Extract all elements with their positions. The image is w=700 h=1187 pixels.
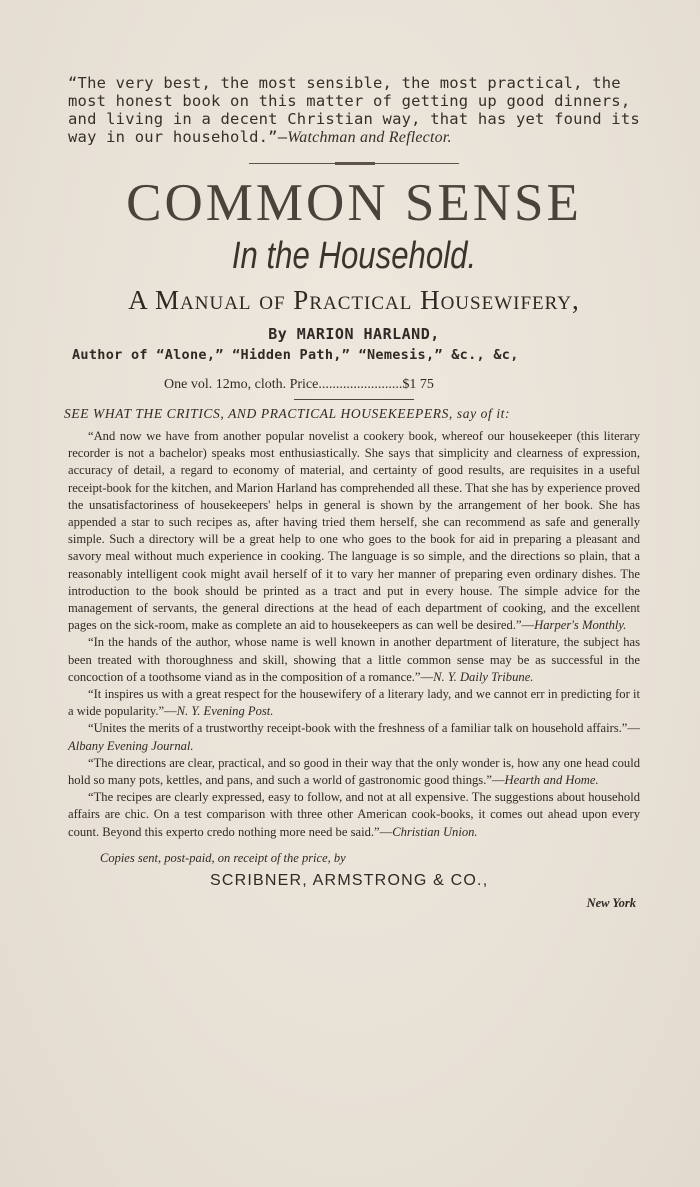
review-text: “The directions are clear, practical, and so good in their way that the only wonder is, how any one head could hold so many pots, kettles, and pans, and such a world of gastronomic good things.”— [68, 755, 640, 788]
reviews [68, 428, 640, 841]
review-item [68, 686, 640, 720]
top-quote-text: “The very best, the most sensible, the most practical, the most honest book on this matter of getting up good dinners, and living in a decent Christian way, that has yet found its way in our household.”— [68, 74, 640, 146]
review-source: N. Y. Evening Post. [176, 704, 274, 719]
review-text: “It inspires us with a great respect for the housewifery of a literary lady, and we cannot err in predicting for it a wide popularity.”— [68, 687, 640, 719]
book-title: COMMON SENSE [126, 174, 582, 232]
byline: By MARION HARLAND, [268, 325, 440, 343]
review-text: “The recipes are clearly expressed, easy to follow, and not at all expensive. The suggestions about household affairs are chic. On a test comparison with three other American cook-books, it comes out ahead upon every count. Beyond this experto credo nothing more need be said.”— [68, 790, 640, 839]
review-text: “Unites the merits of a trustworthy receipt-book with the freshness of a familiar talk on household affairs.”— [88, 721, 640, 736]
top-quote-source: Watchman and Reflector. [287, 129, 452, 146]
book-subtitle: In the Household. [231, 235, 477, 277]
review-text: “In the hands of the author, whose name is well known in another department of literature, the subject has been treated with thoroughness and skill, showing that a little common sense may be as successful in the concoction of a toothsome viand as in the composition of a romance.”— [68, 635, 640, 684]
book-description: A Manual of Practical Housewifery, [128, 285, 580, 315]
review-item [68, 789, 640, 841]
review-item [68, 720, 640, 754]
copies-line: Copies sent, post-paid, on receipt of the price, by [100, 850, 346, 865]
review-source: Albany Evening Journal. [68, 738, 194, 753]
ornamental-rule [249, 161, 459, 167]
review-item [68, 755, 640, 789]
top-quote [68, 0, 640, 147]
review-source: Harper's Monthly. [534, 618, 627, 633]
review-item [68, 428, 640, 634]
review-item [68, 634, 640, 686]
price-line: One vol. 12mo, cloth. Price........................$1 75 [164, 377, 434, 392]
publisher-city: New York [586, 895, 636, 910]
review-source: Christian Union. [392, 824, 478, 839]
review-source: N. Y. Daily Tribune. [433, 669, 534, 684]
author-of: Author of “Alone,” “Hidden Path,” “Nemesis,” &c., &c, [72, 347, 519, 363]
publisher-name: SCRIBNER, ARMSTRONG & CO., [210, 871, 489, 889]
review-text: “And now we have from another popular novelist a cookery book, whereof our housekeeper (this literary recorder is not a bachelor) speaks most enthusiastically. She says that simplicity and clearness of expression, accuracy of detail, a regard to economy of material, and certainty of good results, are requisites in a useful receipt-book for the kitchen, and Marion Harland has comprehended all these. That she has by experience proved the unsatisfactoriness of housekeepers' helps in general is shown by the arrangement of her book. She has appended a star to such recipes as, after having tried them herself, she can recommend as safe and generally simple. Such a directory will be a great help to one who goes to the book for aid in preparing a pleasant and savory meal without much experience in cooking. The language is so simple, and the directions so plain, that a reasonably intelligent cook might avail herself of it to vary her manner of preparing even ordinary dishes. The introduction to the book should be printed as a tract and put in every house. The simple advice for the management of servants, the general directions at the head of each department of cooking, and the excellent pages on the sick-room, make as complete an aid to housekeepers as can well be desired.”— [68, 429, 640, 633]
critics-heading: SEE WHAT THE CRITICS, AND PRACTICAL HOUSEKEEPERS, say of it: [64, 406, 511, 421]
review-source: Hearth and Home. [504, 773, 599, 788]
divider-rule [294, 399, 414, 400]
